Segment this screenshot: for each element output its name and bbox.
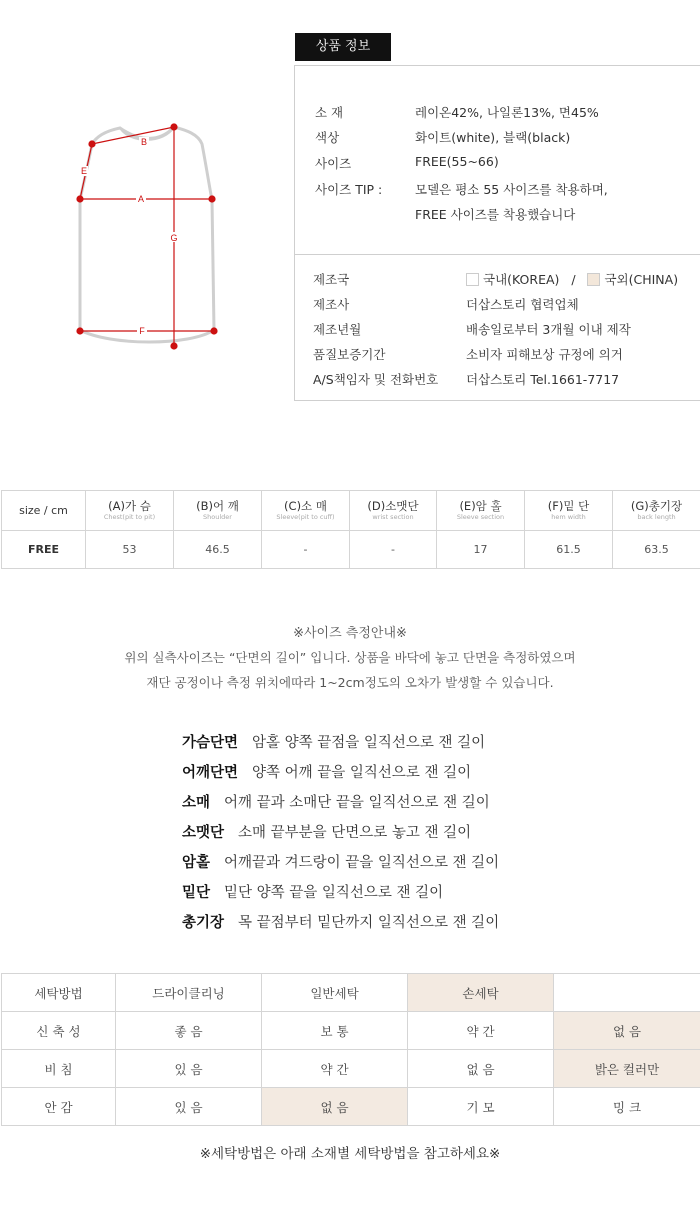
info-value: 더삽스토리 Tel.1661-7717	[466, 372, 620, 387]
size-value: 61.5	[525, 531, 613, 569]
header-wrist: (D)소맷단 wrist section	[350, 491, 437, 531]
care-option-selected: 없 음	[262, 1088, 408, 1126]
care-table	[1, 973, 700, 1126]
care-footer-note: ※세탁방법은 아래 소재별 세탁방법을 참고하세요※	[199, 1146, 501, 1162]
definition-hem: 밑단 밑단 양쪽 끝을 일직선으로 잰 길이	[182, 885, 444, 901]
size-value: 17	[437, 531, 525, 569]
info-label: 품질보증기간	[313, 347, 386, 362]
table-row	[2, 1088, 700, 1126]
info-box-manufacture	[294, 255, 700, 401]
info-value: 소비자 피해보상 규정에 의거	[466, 347, 623, 362]
size-value: 63.5	[613, 531, 700, 569]
care-option-selected: 손세탁	[408, 974, 554, 1012]
care-option: 있 음	[116, 1088, 262, 1126]
option-separator: /	[571, 272, 576, 287]
definition-length: 총기장 목 끝점부터 밑단까지 일직선으로 잰 길이	[182, 915, 500, 931]
checkbox-korea[interactable]	[466, 273, 479, 286]
point	[77, 328, 83, 334]
size-table-header	[2, 491, 700, 531]
info-value: FREE 사이즈를 착용했습니다	[415, 207, 576, 222]
care-label: 세탁방법	[2, 974, 116, 1012]
size-name: FREE	[2, 531, 86, 569]
size-value: 46.5	[174, 531, 262, 569]
table-row	[2, 974, 700, 1012]
header-chest: (A)가 슴 Chest(pit to pit)	[86, 491, 174, 531]
header-hem: (F)밑 단 hem width	[525, 491, 613, 531]
size-corner: size / cm	[2, 491, 86, 531]
care-option: 보 통	[262, 1012, 408, 1050]
definition-sleeve: 소매 어깨 끝과 소매단 끝을 일직선으로 잰 길이	[182, 795, 490, 811]
label-b: B	[140, 137, 148, 147]
size-value: 53	[86, 531, 174, 569]
care-option-selected: 밝은 컬러만	[554, 1050, 700, 1088]
option-korea: 국내(KOREA)	[483, 272, 560, 287]
info-label: 사이즈 TIP :	[315, 182, 383, 197]
point	[171, 343, 177, 349]
care-option: 있 음	[116, 1050, 262, 1088]
header-shoulder: (B)어 깨 Shoulder	[174, 491, 262, 531]
point	[209, 196, 215, 202]
care-option: 일반세탁	[262, 974, 408, 1012]
label-e: E	[80, 166, 88, 176]
care-option: 좋 음	[116, 1012, 262, 1050]
point	[77, 196, 83, 202]
care-option: 기 모	[408, 1088, 554, 1126]
label-f: F	[139, 326, 145, 336]
size-note-title: ※사이즈 측정안내※	[293, 626, 407, 641]
info-label: 사이즈	[315, 156, 352, 171]
info-value: 모델은 평소 55 사이즈를 착용하며,	[415, 182, 608, 197]
care-option: 약 간	[408, 1012, 554, 1050]
care-option: 약 간	[262, 1050, 408, 1088]
garment-outline	[80, 127, 214, 342]
info-label: 제조사	[313, 297, 350, 312]
info-label: 소 재	[315, 105, 344, 120]
info-title: 상품 정보	[295, 33, 391, 61]
info-value: 레이온42%, 나일론13%, 면45%	[415, 105, 599, 120]
definition-shoulder: 어깨단면 양쪽 어깨 끝을 일직선으로 잰 길이	[182, 765, 472, 781]
option-china: 국외(CHINA)	[604, 272, 679, 287]
info-label: 제조년월	[313, 322, 362, 337]
info-label: 색상	[315, 130, 340, 145]
info-label: A/S책임자 및 전화번호	[313, 372, 439, 387]
care-label: 신 축 성	[2, 1012, 116, 1050]
care-option: 없 음	[408, 1050, 554, 1088]
point	[211, 328, 217, 334]
care-label: 비 침	[2, 1050, 116, 1088]
size-note-line-2: 재단 공정이나 측정 위치에따라 1~2cm정도의 오차가 발생할 수 있습니다.	[146, 675, 554, 690]
info-value: 배송일로부터 3개월 이내 제작	[466, 322, 631, 337]
label-g: G	[170, 233, 178, 243]
definition-wrist: 소맷단 소매 끝부분을 단면으로 놓고 잰 길이	[182, 825, 472, 841]
table-row	[2, 1050, 700, 1088]
info-value: 화이트(white), 블랙(black)	[415, 130, 571, 145]
info-value: 더삽스토리 협력업체	[466, 297, 579, 312]
definition-chest: 가슴단면 암홀 양쪽 끝점을 일직선으로 잰 길이	[182, 735, 486, 751]
table-row	[2, 531, 700, 569]
size-value: -	[350, 531, 437, 569]
header-armhole: (E)암 홀 Sleeve section	[437, 491, 525, 531]
care-option: 밍 크	[554, 1088, 700, 1126]
care-option: 드라이클리닝	[116, 974, 262, 1012]
definition-armhole: 암홀 어깨끝과 겨드랑이 끝을 일직선으로 잰 길이	[182, 855, 500, 871]
care-option	[554, 974, 700, 1012]
country-options	[466, 270, 678, 288]
header-length: (G)총기장 back length	[613, 491, 700, 531]
garment-measurement-diagram	[60, 110, 240, 360]
info-value: FREE(55~66)	[415, 154, 499, 169]
info-label: 제조국	[313, 272, 350, 287]
header-sleeve: (C)소 매 Sleeve(pit to cuff)	[262, 491, 350, 531]
table-row	[2, 1012, 700, 1050]
size-value: -	[262, 531, 350, 569]
size-note-line-1: 위의 실측사이즈는 “단면의 길이” 입니다. 상품을 바닥에 놓고 단면을 측정하였으며	[124, 650, 576, 665]
care-option-selected: 없 음	[554, 1012, 700, 1050]
checkbox-china[interactable]	[587, 273, 600, 286]
info-box-spec	[294, 65, 700, 255]
label-a: A	[137, 194, 145, 204]
care-label: 안 감	[2, 1088, 116, 1126]
size-table	[1, 490, 700, 569]
